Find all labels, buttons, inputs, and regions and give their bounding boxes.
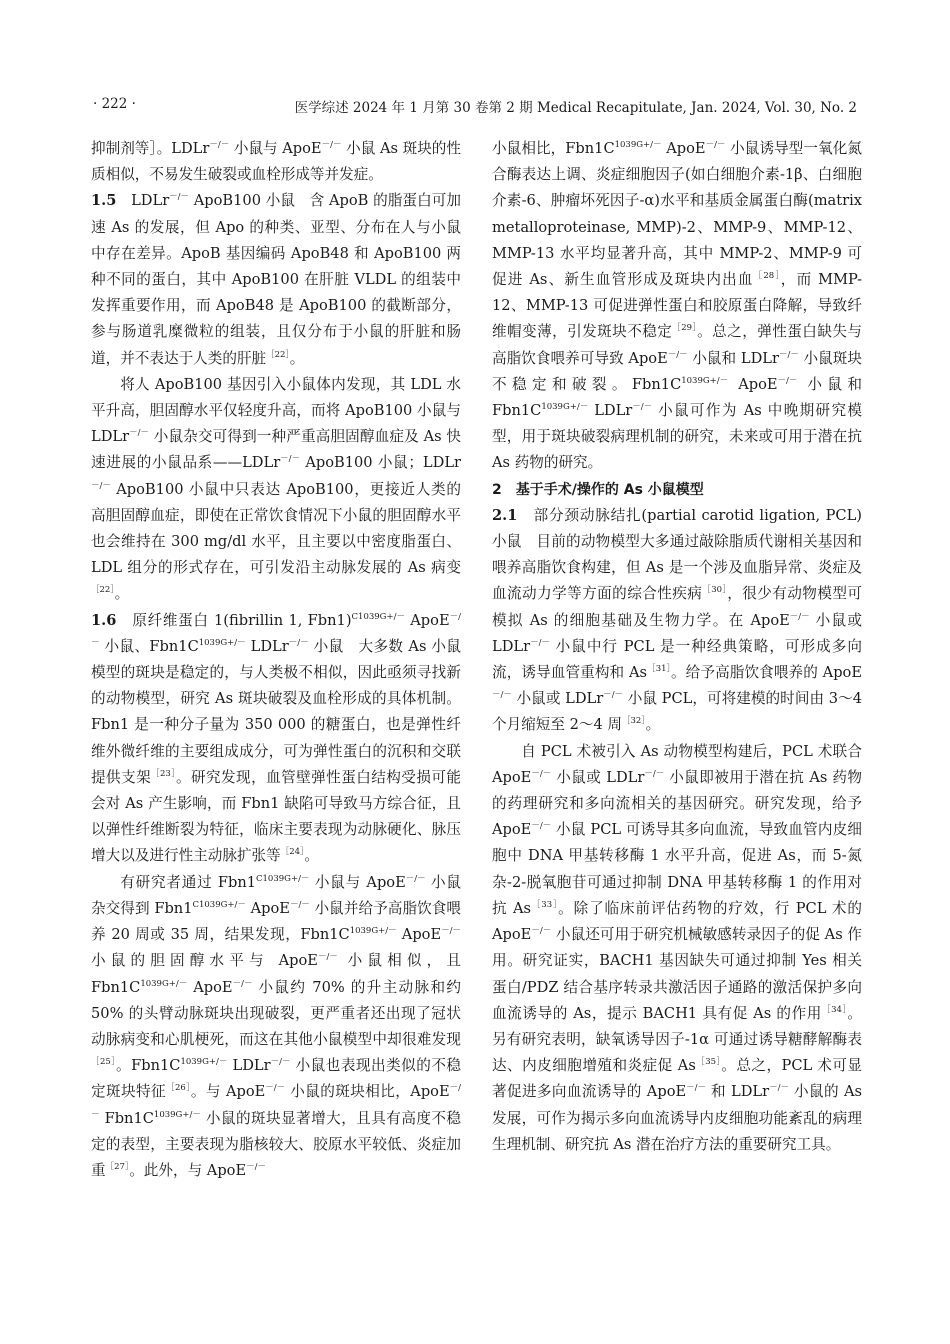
superscript: －/－ [91, 1083, 461, 1120]
superscript: －/－ [530, 637, 550, 648]
text-run: ApoB100 小鼠；LDLr [300, 454, 461, 472]
superscript: －/－ [441, 926, 461, 937]
superscript: ［34］ [822, 1004, 848, 1015]
text-run: 小鼠的斑块显著增大，且具有高度不稳定的表型，主要表现为脂核较大、胶原水平较低、炎症加重 [91, 1109, 462, 1179]
paragraph [91, 870, 461, 1184]
text-run: LDLr [131, 192, 170, 210]
paragraph [91, 136, 461, 188]
text-run: 小鼠与 ApoE [229, 140, 322, 157]
superscript: －/－ [644, 768, 665, 779]
text-run: 抑制剂等］。LDLr [91, 140, 210, 157]
text-run: 和 LDLr [706, 1083, 770, 1101]
text-run: 小鼠约 70% 的升主动脉和约 50% 的头臂动脉斑块出现破裂，更严重者还出现了冠状动脉病变和心肌梗死，而这在其他小鼠模型中却很难发现 [91, 978, 462, 1048]
superscript: ［26］ [166, 1083, 191, 1094]
superscript: －/－ [209, 140, 230, 150]
paragraph-section-2-1 [492, 503, 862, 739]
text-run: 。总之，弹性蛋白缺失与高脂饮食喂养可导致 ApoE [492, 323, 862, 367]
text-run: LDLr [227, 1057, 271, 1075]
running-header [93, 96, 857, 118]
paragraph-section-1-6 [91, 608, 461, 870]
superscript: －/－ [667, 349, 688, 360]
text-run: 原纤维蛋白 1(fibrillin 1, Fbn1) [132, 611, 352, 629]
text-run: 。另有研究表明，缺氧诱导因子-1α 可通过诱导糖酵解酶表达、内皮细胞增殖和炎症促 As [492, 1004, 862, 1075]
superscript: 1039G+/－ [541, 402, 589, 413]
text-run: 部分颈动脉结扎(partial carotid ligation, PCL) 小鼠 目前的动物模型大多通过敲除脂质代谢相关基因和喂养高脂饮食构建，但 As 是一个涉及血脂异常、炎症及血流动力学等方面的综合性疾病 [492, 506, 862, 603]
section-number: 2.1 [492, 506, 518, 524]
superscript: －/－ [531, 821, 552, 832]
text-run: 小鼠的胆固醇水平与 ApoE [91, 952, 318, 970]
superscript: －/－ [317, 952, 338, 963]
text-run: 小鼠相似，且 Fbn1C [91, 952, 461, 996]
superscript: C1039G+/－ [351, 611, 405, 622]
superscript: 1039G+/－ [198, 637, 246, 648]
text-run: 小鼠可作为 As 中晚期研究模型，用于斑块破裂病理机制的研究，未来或可用于潜在抗 As 药物的研究。 [492, 402, 863, 472]
superscript: ［35］ [695, 1057, 722, 1068]
superscript: ［29］ [672, 323, 698, 334]
superscript: －/－ [405, 873, 426, 884]
section-number: 1.6 [91, 611, 117, 629]
superscript: －/－ [789, 611, 810, 622]
text-run: 小鼠中行 PCL 是一种经典策略，可形成多向流，诱导血管重构和 As [492, 637, 862, 682]
text-run: 小鼠斑块不稳定和破裂。Fbn1C [492, 349, 863, 393]
superscript: －/－ [777, 375, 798, 386]
text-run: 小鼠的 As 发展，可作为揭示多向血流诱导内皮细胞功能紊乱的病理生理机制、研究抗 As 潜在治疗方法的重要研究工具。 [492, 1083, 862, 1153]
paragraph [91, 372, 461, 608]
superscript: －/－ [246, 1161, 266, 1172]
text-run: ApoE [396, 926, 442, 944]
text-run: ApoB100 小鼠中只表达 ApoB100，更接近人类的高胆固醇血症，即使在正常饮食情况下小鼠的胆固醇水平也会维持在 300 mg/dl 水平，且主要以中密度脂蛋白、LDL 组分的形式存在，可引发沿主动脉发展的 As 病变 [91, 480, 461, 577]
text-run: 小鼠杂交得到 Fbn1 [91, 873, 461, 917]
text-run: 。此外，与 ApoE [129, 1161, 247, 1179]
superscript: ［32］ [622, 716, 646, 727]
superscript: －/－ [632, 402, 653, 413]
text-run: 小鼠或 LDLr [551, 768, 645, 786]
text-run: 小鼠的斑块相比，ApoE [285, 1083, 450, 1101]
superscript: 1039G+/－ [614, 140, 662, 150]
text-run: 。 [289, 349, 305, 367]
text-run: 。给予高脂饮食喂养的 ApoE [670, 664, 862, 682]
journal-citation: 医学综述 2024 年 1 月第 30 卷第 2 期 Medical Recapitulate, Jan. 2024, Vol. 30, No. 2 [294, 100, 857, 116]
text-run: LDLr [588, 402, 633, 420]
text-run: 。总之，PCL 术可显著促进多向血流诱导的 ApoE [492, 1057, 862, 1101]
text-run: 小鼠 PCL 可诱导其多向血流，导致血管内皮细胞中 DNA 甲基转移酶 1 水平升高，促进 As，而 5-氮杂-2-脱氧胞苷可通过抑制 DNA 甲基转移酶 1 的作用对抗 As [492, 821, 862, 917]
left-column [91, 136, 461, 1184]
text-run: 小鼠杂交可得到一种严重高胆固醇血症及 As 快速进展的小鼠品系——LDLr [91, 428, 461, 472]
section-heading-2: 2 基于手术/操作的 As 小鼠模型 [492, 481, 704, 498]
superscript: ［22］ [91, 585, 115, 596]
superscript: －/－ [169, 192, 190, 203]
superscript: 1039G+/－ [140, 978, 188, 989]
text-run: 小鼠、Fbn1C [99, 637, 199, 655]
superscript: ［28］ [753, 271, 781, 282]
superscript: ［27］ [105, 1161, 130, 1172]
superscript: C1039G+/－ [192, 899, 246, 910]
superscript: －/－ [91, 480, 111, 491]
superscript: －/－ [769, 1083, 789, 1094]
superscript: －/－ [288, 637, 309, 648]
text-run: ApoE [404, 611, 450, 629]
text-run: ApoE [728, 375, 778, 393]
text-run: 。与 ApoE [190, 1083, 266, 1101]
superscript: 1039G+/－ [153, 1109, 201, 1120]
text-run: 。Fbn1C [116, 1057, 181, 1075]
superscript: －/－ [280, 454, 301, 465]
text-run: 将人 ApoB100 基因引入小鼠体内发现，其 LDL 水平升高，胆固醇水平仅轻度升高，而将 ApoB100 小鼠与 LDLr [91, 375, 461, 446]
section-number: 1.5 [91, 192, 117, 210]
text-run: ApoB100 小鼠 含 ApoB 的脂蛋白可加速 As 的发展，但 Apo 的种类、亚型、分布在人与小鼠中存在差异。ApoB 基因编码 ApoB48 和 ApoB100 两种不同的蛋白，其中 ApoB100 在肝脏 VLDL 的组装中发挥重要作用，而 ApoB48 是 ApoB100 的截断部分，参与肠道乳糜微粒的组装，且仅分布于小鼠的肝脏和肠道，并不表达于人类的肝脏 [91, 192, 461, 367]
superscript: －/－ [686, 1083, 707, 1094]
text-run: ApoE [661, 140, 706, 157]
superscript: －/－ [321, 140, 342, 150]
text-run: 小鼠即被用于潜在抗 As 药物的药理研究和多向流相关的基因研究。研究发现，给予 ApoE [492, 768, 862, 839]
text-run: 小鼠并给予高脂饮食喂养 20 周或 35 周，结果发现，Fbn1C [91, 899, 462, 944]
text-run: LDLr [245, 637, 289, 655]
superscript: －/－ [531, 926, 552, 937]
superscript: －/－ [603, 690, 624, 701]
text-run: 。 [114, 585, 130, 603]
superscript: －/－ [270, 1057, 291, 1068]
text-run: 小鼠也表现出类似的不稳定斑块特征 [91, 1057, 461, 1101]
paragraph [492, 739, 862, 1158]
superscript: ［33］ [531, 899, 559, 910]
text-run: 小鼠或 LDLr [492, 611, 862, 655]
superscript: －/－ [492, 690, 512, 701]
text-run: 。 [304, 847, 319, 865]
text-run: 小鼠与 ApoE [309, 873, 406, 891]
superscript: －/－ [778, 349, 799, 360]
superscript: －/－ [232, 978, 253, 989]
superscript: ［25］ [91, 1057, 117, 1068]
text-run: ，很少有动物模型可模拟 As 的细胞基础及生物力学。在 ApoE [492, 585, 862, 629]
right-column [492, 136, 862, 1158]
paragraph-section-1-5 [91, 188, 461, 371]
superscript: ［22］ [266, 349, 290, 360]
text-run: 自 PCL 术被引入 As 动物模型构建后，PCL 术联合 ApoE [492, 742, 862, 786]
superscript: －/－ [531, 768, 552, 779]
text-run: 小鼠诱导型一氧化氮合酶表达上调、炎症细胞因子(如白细胞介素-1β、白细胞介素-6、肿瘤坏死因子-α)水平和基质金属蛋白酶(matrix metalloproteinase, MMP)-2、MMP-9、MMP-12、MMP-13 水平均显著升高，其中 MMP-2、MMP-9 可促进 As、新生血管形成及斑块内出血 [492, 140, 862, 289]
text-run: ApoE [187, 978, 233, 996]
text-run: 有研究者通过 Fbn1 [120, 873, 257, 891]
text-run: 小鼠相比，Fbn1C [492, 140, 615, 157]
superscript: ［23］ [151, 768, 176, 779]
text-run: 。除了临床前评估药物的疗效，行 PCL 术的 ApoE [492, 899, 862, 944]
text-run: 小鼠或 LDLr [511, 690, 604, 708]
text-run: 小鼠和 Fbn1C [492, 375, 862, 420]
text-run: 小鼠还可用于研究机械敏感转录因子的促 As 作用。研究证实，BACH1 基因缺失可通过抑制 Yes 相关蛋白/PDZ 结合基序转录共激活因子通路的激活保护多向血流诱导的 As，提示 BACH1 具有促 As 的作用 [492, 926, 862, 1022]
superscript: 1039G+/－ [180, 1057, 228, 1068]
superscript: －/－ [265, 1083, 286, 1094]
superscript: 1039G+/－ [349, 926, 397, 937]
text-run: 小鼠 大多数 As 小鼠模型的斑块是稳定的，与人类极不相似，因此亟须寻找新的动物模型，研究 As 斑块破裂及血栓形成的具体机制。Fbn1 是一种分子量为 350 000 的糖蛋白，也是弹性纤维外微纤维的主要组成成分，可为弹性蛋白的沉积和交联提供支架 [91, 637, 461, 786]
text-run: 。 [645, 716, 661, 734]
page-number: · 222 · [93, 96, 136, 112]
text-run: 小鼠和 LDLr [687, 349, 779, 367]
superscript: －/－ [91, 611, 461, 648]
superscript: ［24］ [280, 847, 305, 858]
text-run: 小鼠 As 斑块的性质相似，不易发生破裂或血栓形成等并发症。 [91, 140, 461, 184]
text-run: ApoE [245, 899, 290, 917]
superscript: C1039G+/－ [256, 873, 310, 884]
superscript: －/－ [705, 140, 726, 150]
superscript: －/－ [129, 428, 149, 439]
text-run: 。研究发现，血管壁弹性蛋白结构受损可能会对 As 产生影响，而 Fbn1 缺陷可导致马方综合征，且以弹性纤维断裂为特征，临床主要表现为动脉硬化、脉压增大以及进行性主动脉扩张等 [91, 768, 461, 865]
superscript: ［30］ [702, 585, 728, 596]
text-run: 小鼠 PCL，可将建模的时间由 3～4 个月缩短至 2～4 周 [492, 690, 862, 734]
superscript: 1039G+/－ [681, 375, 729, 386]
superscript: －/－ [289, 899, 310, 910]
text-run: ，而 MMP-12、MMP-13 可促进弹性蛋白和胶原蛋白降解，导致纤维帽变薄，引发斑块不稳定 [492, 271, 863, 341]
text-run: Fbn1C [99, 1109, 154, 1127]
paragraph [492, 136, 862, 477]
superscript: ［31］ [647, 664, 671, 675]
